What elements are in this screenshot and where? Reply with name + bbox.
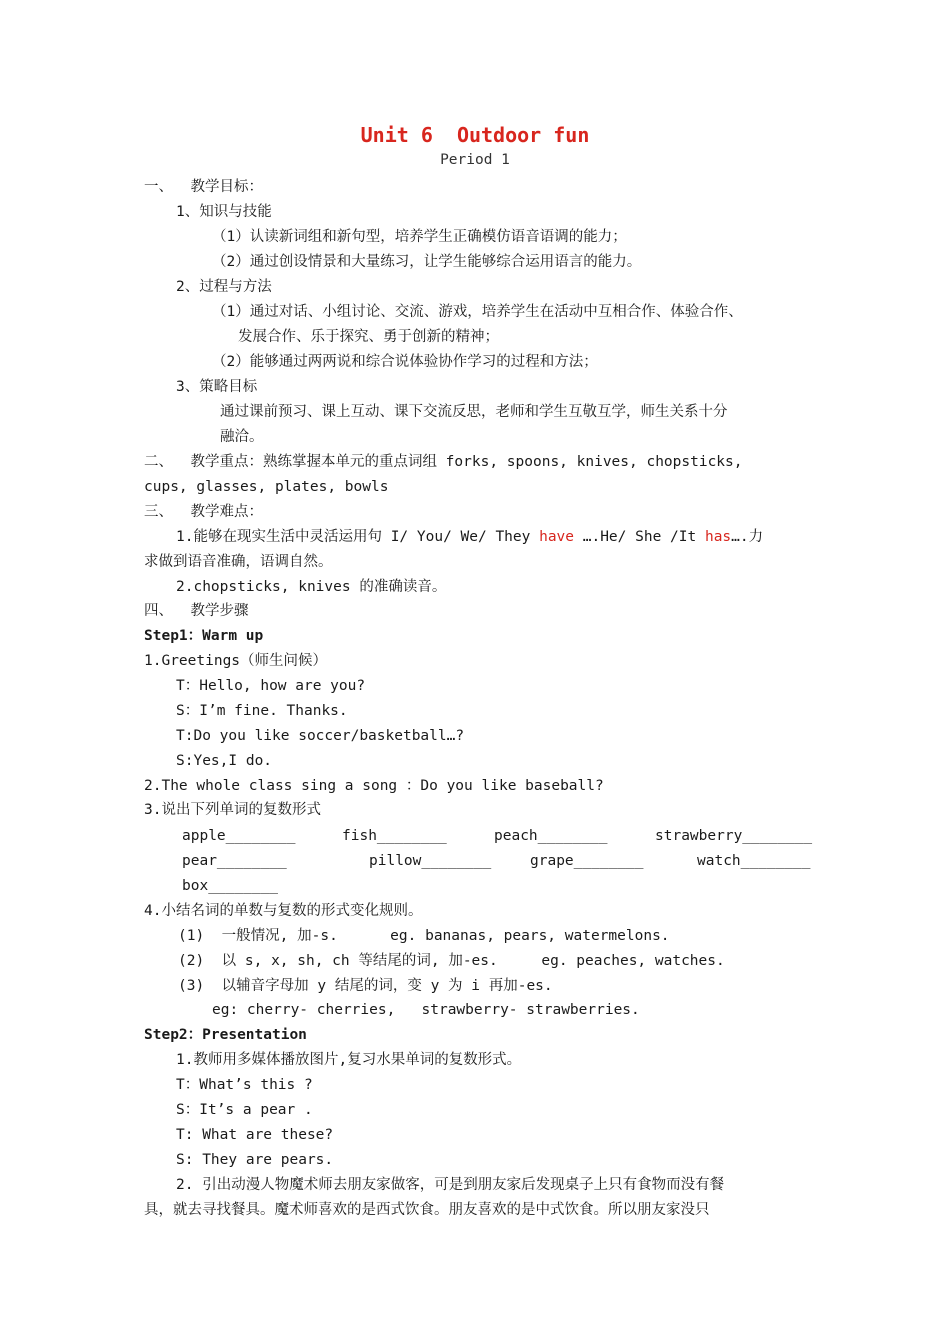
objective-item: （2）能够通过两两说和综合说体验协作学习的过程和方法； xyxy=(212,354,598,370)
step1-heading: Step1：Warm up xyxy=(144,628,264,644)
step-item: 2.The whole class sing a song ：Do you like baseball? xyxy=(144,778,604,794)
subheading-strategy: 3、策略目标 xyxy=(176,379,258,395)
objective-item-continued: 融洽。 xyxy=(220,429,264,445)
dialogue-line: S: They are pears. xyxy=(176,1152,334,1168)
word-blank: box________ xyxy=(182,878,279,894)
objective-item-continued: 发展合作、乐于探究、勇于创新的精神； xyxy=(238,329,499,345)
dialogue-line: S：I’m fine. Thanks. xyxy=(176,703,348,719)
objective-item: （1）通过对话、小组讨论、交流、游戏，培养学生在活动中互相合作、体验合作、 xyxy=(212,304,743,320)
word-blank: apple________ xyxy=(182,828,296,844)
difficulty-item-continued: 求做到语音准确，语调自然。 xyxy=(144,554,333,570)
word-blank: pear________ xyxy=(182,853,287,869)
section-heading-key-points: 二、 教学重点：熟练掌握本单元的重点词组 forks, spoons, knives, chopsticks, xyxy=(144,454,743,470)
section-heading-objectives: 一、 教学目标： xyxy=(144,179,263,195)
key-points-continued: cups, glasses, plates, bowls xyxy=(144,479,389,495)
difficulty-text: 1.能够在现实生活中灵活运用句 I/ You/ We/ They xyxy=(176,529,540,545)
page-subtitle: Period 1 xyxy=(440,152,510,168)
step-item: 1.教师用多媒体播放图片,复习水果单词的复数形式。 xyxy=(176,1052,522,1068)
difficulty-text: ….力 xyxy=(731,529,764,545)
section-heading-difficulties: 三、 教学难点： xyxy=(144,504,263,520)
step-item: 2. 引出动漫人物魔术师去朋友家做客，可是到朋友家后发现桌子上只有食物而没有餐 xyxy=(176,1177,725,1193)
page-title: Unit 6 Outdoor fun xyxy=(360,123,590,147)
step-item: 4.小结名词的单数与复数的形式变化规则。 xyxy=(144,903,423,919)
dialogue-line: S:Yes,I do. xyxy=(176,753,273,769)
difficulty-item: 2.chopsticks, knives 的准确读音。 xyxy=(176,579,447,595)
highlight-have: have xyxy=(539,529,575,545)
objective-item: （1）认读新词组和新句型，培养学生正确模仿语音语调的能力； xyxy=(212,229,627,245)
rule-example: eg: cherry- cherries, strawberry- strawberries. xyxy=(212,1002,640,1018)
subheading-knowledge: 1、知识与技能 xyxy=(176,204,272,220)
highlight-has: has xyxy=(704,529,732,545)
difficulty-item xyxy=(176,527,763,547)
step-item: 1.Greetings（师生问候） xyxy=(144,653,328,669)
word-blank: strawberry________ xyxy=(655,828,813,844)
dialogue-line: S：It’s a pear . xyxy=(176,1102,313,1118)
step2-heading: Step2：Presentation xyxy=(144,1027,307,1043)
section-heading-steps: 四、 教学步骤 xyxy=(144,603,249,619)
dialogue-line: T：Hello, how are you? xyxy=(176,678,366,694)
word-blank: grape________ xyxy=(530,853,644,869)
rule-item: (2) 以 s, x, sh, ch 等结尾的词, 加-es. eg. peaches, watches. xyxy=(178,953,725,969)
dialogue-line: T：What’s this ? xyxy=(176,1077,313,1093)
objective-item: 通过课前预习、课上互动、课下交流反思，老师和学生互敬互学，师生关系十分 xyxy=(220,404,728,420)
difficulty-text: ….He/ She /It xyxy=(574,529,705,545)
rule-item: (3) 以辅音字母加 y 结尾的词，变 y 为 i 再加-es. xyxy=(178,978,553,994)
word-blank: pillow________ xyxy=(369,853,492,869)
dialogue-line: T: What are these? xyxy=(176,1127,334,1143)
word-blank: fish________ xyxy=(342,828,447,844)
step-item: 3.说出下列单词的复数形式 xyxy=(144,802,321,818)
objective-item: （2）通过创设情景和大量练习，让学生能够综合运用语言的能力。 xyxy=(212,254,642,270)
word-blank: watch________ xyxy=(697,853,811,869)
step-item-continued: 具，就去寻找餐具。魔术师喜欢的是西式饮食。朋友喜欢的是中式饮食。所以朋友家没只 xyxy=(144,1202,710,1218)
subheading-process: 2、过程与方法 xyxy=(176,279,272,295)
dialogue-line: T:Do you like soccer/basketball…? xyxy=(176,728,465,744)
rule-item: (1) 一般情况, 加-s. eg. bananas, pears, watermelons. xyxy=(178,928,670,944)
word-blank: peach________ xyxy=(494,828,608,844)
